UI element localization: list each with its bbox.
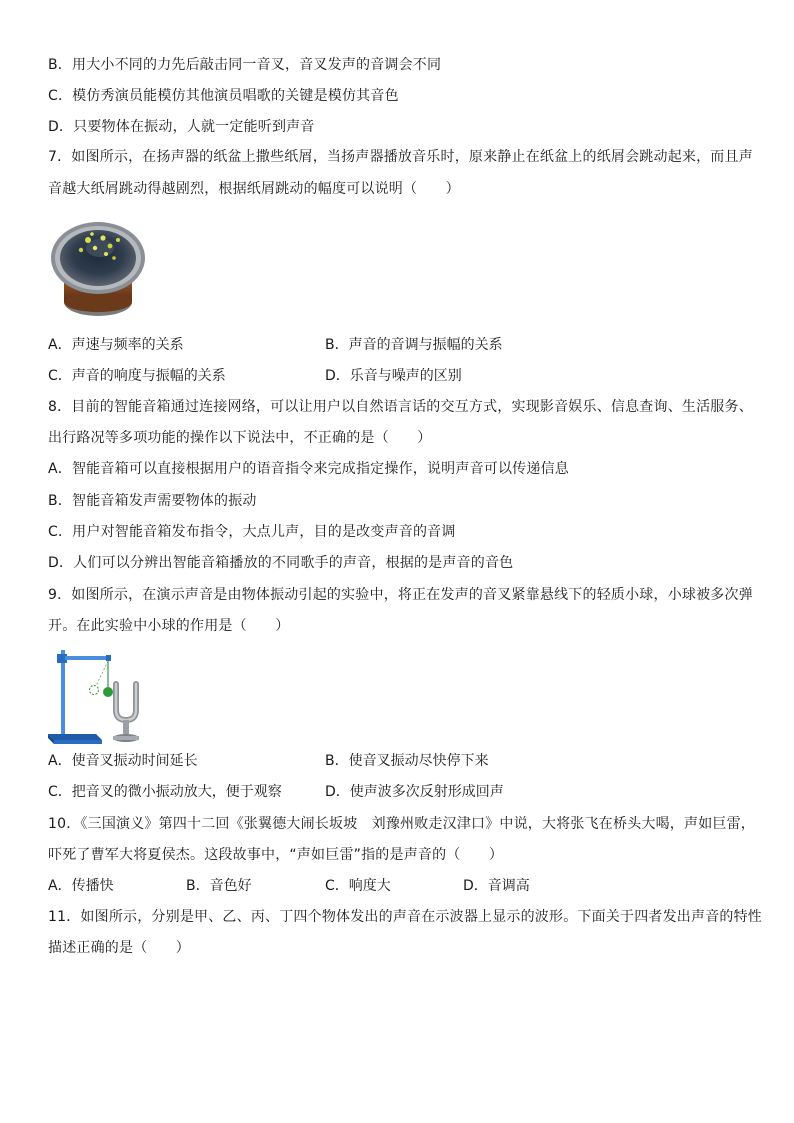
q9-stem-line2: 开。在此实验中小球的作用是（ ） [48, 618, 290, 634]
q10-option-a: A．传播快 [48, 878, 114, 894]
q7-option-a: A．声速与频率的关系 [48, 337, 184, 353]
q7-stem-line2: 音越大纸屑跳动得越剧烈，根据纸屑跳动的幅度可以说明（ ） [48, 181, 460, 197]
q9-stem-line1: 9．如图所示，在演示声音是由物体振动引起的实验中，将正在发声的音叉紧靠悬线下的轻质小球，小球被多次弹 [48, 587, 753, 603]
q10-option-d: D．音调高 [463, 878, 530, 894]
q8-option-c: C．用户对智能音箱发布指令，大点儿声，目的是改变声音的音调 [48, 524, 456, 540]
q7-option-c: C．声音的响度与振幅的关系 [48, 368, 226, 384]
q10-stem-line1: 10．《三国演义》第四十二回《张翼德大闹长坂坡 刘豫州败走汉津口》中说，大将张飞在桥头大喝，声如巨雷， [48, 816, 756, 832]
q9-option-b: B．使音叉振动尽快停下来 [325, 753, 489, 769]
q8-option-d: D．人们可以分辨出智能音箱播放的不同歌手的声音，根据的是声音的音色 [48, 555, 514, 571]
q10-option-b: B．音色好 [186, 878, 252, 894]
q8-option-b: B．智能音箱发声需要物体的振动 [48, 493, 257, 509]
q8-stem-line1: 8．目前的智能音箱通过连接网络，可以让用户以自然语言话的交互方式，实现影音娱乐、信息查询、生活服务、 [48, 399, 753, 415]
q6-option-b: B．用大小不同的力先后敲击同一音叉，音叉发声的音调会不同 [48, 57, 442, 73]
q8-stem-line2: 出行路况等多项功能的操作以下说法中，不正确的是（ ） [48, 430, 432, 446]
q10-stem-line2: 吓死了曹军大将夏侯杰。这段故事中，“声如巨雷”指的是声音的（ ） [48, 847, 504, 863]
q6-option-d: D．只要物体在振动，人就一定能听到声音 [48, 119, 315, 135]
speaker-with-paper-scraps-icon [48, 218, 148, 326]
q7-option-b: B．声音的音调与振幅的关系 [325, 337, 503, 353]
tuning-fork-and-pendulum-ball-icon [46, 640, 156, 748]
q7-stem-line1: 7．如图所示，在扬声器的纸盆上撒些纸屑，当扬声器播放音乐时，原来静止在纸盆上的纸屑会跳动起来，而且声 [48, 149, 753, 165]
q6-option-c: C．模仿秀演员能模仿其他演员唱歌的关键是模仿其音色 [48, 88, 399, 104]
q10-option-c: C．响度大 [325, 878, 391, 894]
q11-stem-line1: 11．如图所示，分别是甲、乙、丙、丁四个物体发出的声音在示波器上显示的波形。下面关于四者发出声音的特性 [48, 909, 763, 925]
q9-option-c: C．把音叉的微小振动放大，便于观察 [48, 784, 282, 800]
q9-option-d: D．使声波多次反射形成回声 [325, 784, 504, 800]
q9-option-a: A．使音叉振动时间延长 [48, 753, 198, 769]
q7-option-d: D．乐音与噪声的区别 [325, 368, 462, 384]
q8-option-a: A．智能音箱可以直接根据用户的语音指令来完成指定操作，说明声音可以传递信息 [48, 461, 569, 477]
q11-stem-line2: 描述正确的是（ ） [48, 940, 190, 956]
